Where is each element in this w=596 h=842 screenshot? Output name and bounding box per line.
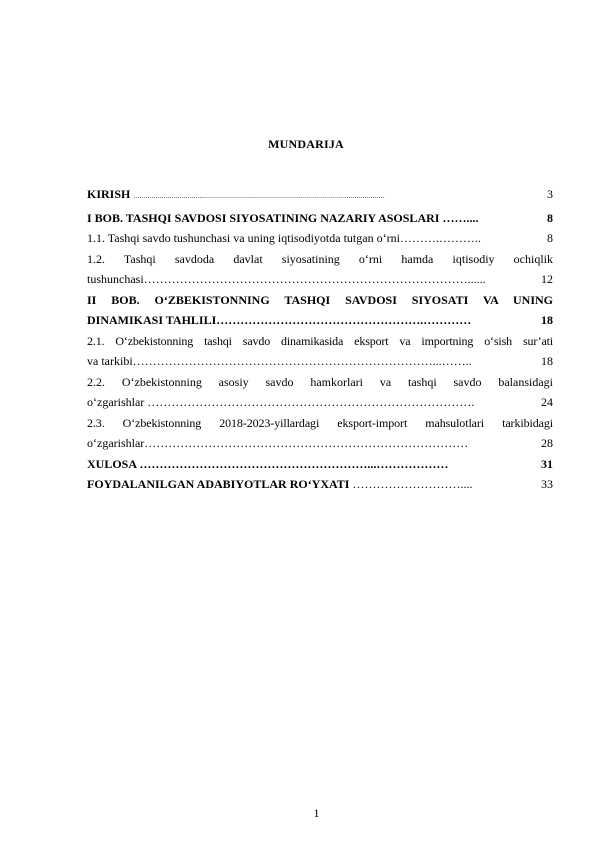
toc-entry-label: FOYDALANILGAN ADABIYOTLAR RO‘YXATI [87, 477, 353, 491]
page-number: 1 [313, 806, 320, 820]
toc-entry-chapter-1[interactable] [87, 208, 553, 229]
toc-entry-label: 2.3. O‘zbekistonning 2018-2023-yillardagi eksport-import mahsulotlari tarkibidagi [87, 415, 553, 430]
toc-entry-label: I BOB. TASHQI SAVDOSI SIYOSATINING NAZARIY ASOSLARI …….... [87, 210, 479, 225]
page-title: MUNDARIJA [268, 137, 344, 151]
toc-page-number: 28 [541, 436, 553, 450]
toc-entry-label: XULOSA …………………………………………………...……………… [87, 456, 449, 471]
toc-entry-2-2[interactable] [87, 372, 553, 413]
toc-entry-label-cont: tushunchasi………………………………………………………………………...... [87, 272, 486, 286]
toc-entry-label-cont: o‘zgarishlar……………………………………………………………………… [87, 436, 469, 450]
toc-leader-dots: ……………………….... [352, 477, 473, 491]
toc-entry-label: 1.1. Tashqi savdo tushunchasi va uning iqtisodiyotda tutgan o‘rni……….……….. [87, 231, 481, 245]
toc-page-number: 8 [547, 210, 553, 225]
toc-entry-1-2[interactable] [87, 249, 553, 290]
toc-entry-kirish[interactable] [87, 184, 553, 208]
toc-page-number: 18 [541, 313, 553, 327]
toc-entry-references[interactable] [87, 474, 553, 495]
toc-page-number: 33 [541, 477, 553, 491]
toc-entry-label-cont: o‘zgarishlar ………………………………………………………………………. [87, 395, 475, 409]
toc-leader-dots: .............................................................................................................................. [133, 193, 385, 200]
toc-page-number: 31 [541, 456, 553, 471]
toc-page-number: 12 [541, 272, 553, 286]
toc-entry-label-cont: DINAMIKASI TAHLILI…………………………………………….………… [87, 313, 472, 327]
toc-page-number: 3 [547, 187, 553, 201]
toc-page-number: 8 [547, 231, 553, 245]
toc-page-number: 18 [541, 354, 553, 368]
toc-entry-chapter-2[interactable] [87, 290, 553, 331]
toc-page-number: 24 [541, 395, 553, 409]
toc-entry-2-3[interactable] [87, 413, 553, 454]
toc-entry-label: 2.1. O‘zbekistonning tashqi savdo dinamikasida eksport va importning o‘sish sur’ati [87, 333, 553, 348]
toc-entry-1-1[interactable] [87, 228, 553, 249]
table-of-contents [87, 184, 553, 495]
toc-entry-label: 1.2. Tashqi savdoda davlat siyosatining o‘rni hamda iqtisodiy ochiqlik [87, 251, 553, 266]
toc-entry-label-cont: va tarkibi…………………………………………………………………...…….. [87, 354, 472, 368]
toc-entry-label: 2.2. O‘zbekistonning asosiy savdo hamkorlari va tashqi savdo balansidagi [87, 374, 553, 389]
toc-entry-2-1[interactable] [87, 331, 553, 372]
toc-entry-label: KIRISH [87, 187, 131, 201]
toc-entry-label: II BOB. O‘ZBEKISTONNING TASHQI SAVDOSI SIYOSATI VA UNING [87, 292, 553, 307]
toc-entry-xulosa[interactable] [87, 454, 553, 475]
